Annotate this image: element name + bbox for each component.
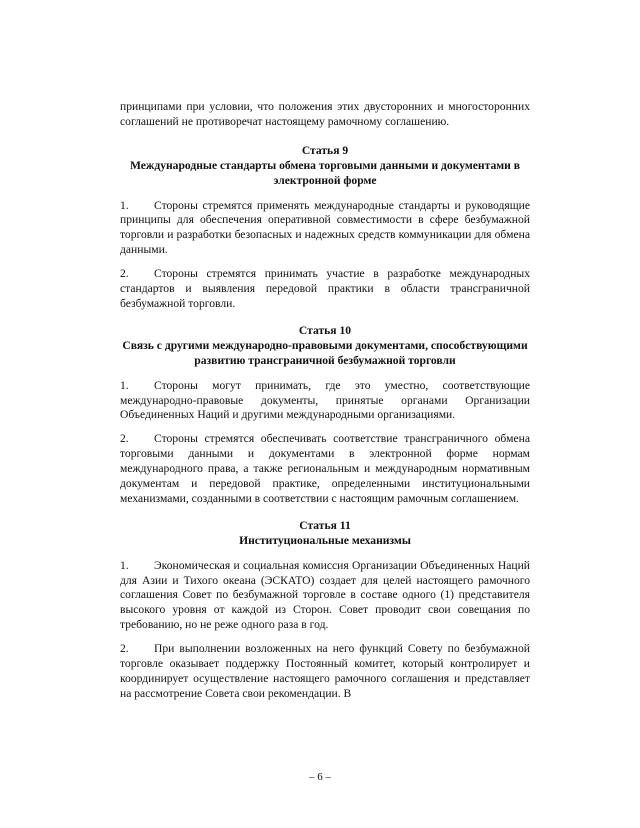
article-number: Статья 9 xyxy=(301,143,349,157)
article-9-paragraph-1: 1. Стороны стремятся применять международные стандарты и руководящие принципы для обеспечения оперативной совместимости в сфере безбумажной торговли и разработки безопасных и надежных средств коммуникации для обмена данными. xyxy=(120,198,530,257)
article-10-paragraph-2: 2. Стороны стремятся обеспечивать соответствие трансграничного обмена торговыми данными и документами в электронной форме нормам международного права, а также региональным и международным нормативным документам и передовой практике, определенными институциональными механизмами, созданными в соответствии с настоящим рамочным соглашением. xyxy=(120,432,530,505)
article-10-heading xyxy=(120,324,530,369)
article-11-heading xyxy=(120,519,530,549)
article-title: Институциональные механизмы xyxy=(239,533,411,547)
article-title: Международные стандарты обмена торговыми данными и документами в электронной форме xyxy=(130,158,520,187)
article-11-paragraph-1: 1. Экономическая и социальная комиссия Организации Объединенных Наций для Азии и Тихого океана (ЭСКАТО) создает для целей настоящего рамочного соглашения Совет по безбумажной торговле в составе одного (1) представителя высокого уровня от каждой из Сторон. Совет проводит свои совещания по требованию, но не реже одного раза в год. xyxy=(120,558,530,632)
article-9-paragraph-2: 2. Стороны стремятся принимать участие в разработке международных стандартов и выявления передовой практики в области трансграничной безбумажной торговли. xyxy=(120,267,530,310)
article-number: Статья 11 xyxy=(299,518,351,532)
article-10-paragraph-1: 1. Стороны могут принимать, где это уместно, соответствующие международно-правовые документы, принятые органами Организации Объединенных Наций и другими международными организациями. xyxy=(120,378,530,422)
intro-paragraph: принципами при условии, что положения этих двусторонних и многосторонних соглашений не противоречат настоящему рамочному соглашению. xyxy=(120,100,530,128)
page-number: – 6 – xyxy=(309,771,331,783)
document-page xyxy=(120,100,530,711)
article-9-heading xyxy=(120,144,530,189)
article-number: Статья 10 xyxy=(298,323,352,337)
article-title: Связь с другими международно-правовыми документами, способствующими развитию трансграничной безбумажной торговли xyxy=(122,338,528,367)
article-11-paragraph-2: 2. При выполнении возложенных на него функций Совету по безбумажной торговле оказывает поддержку Постоянный комитет, который контролирует и координирует осуществление настоящего рамочного соглашения и представляет на рассмотрение Совета свои рекомендации. В xyxy=(120,642,530,700)
